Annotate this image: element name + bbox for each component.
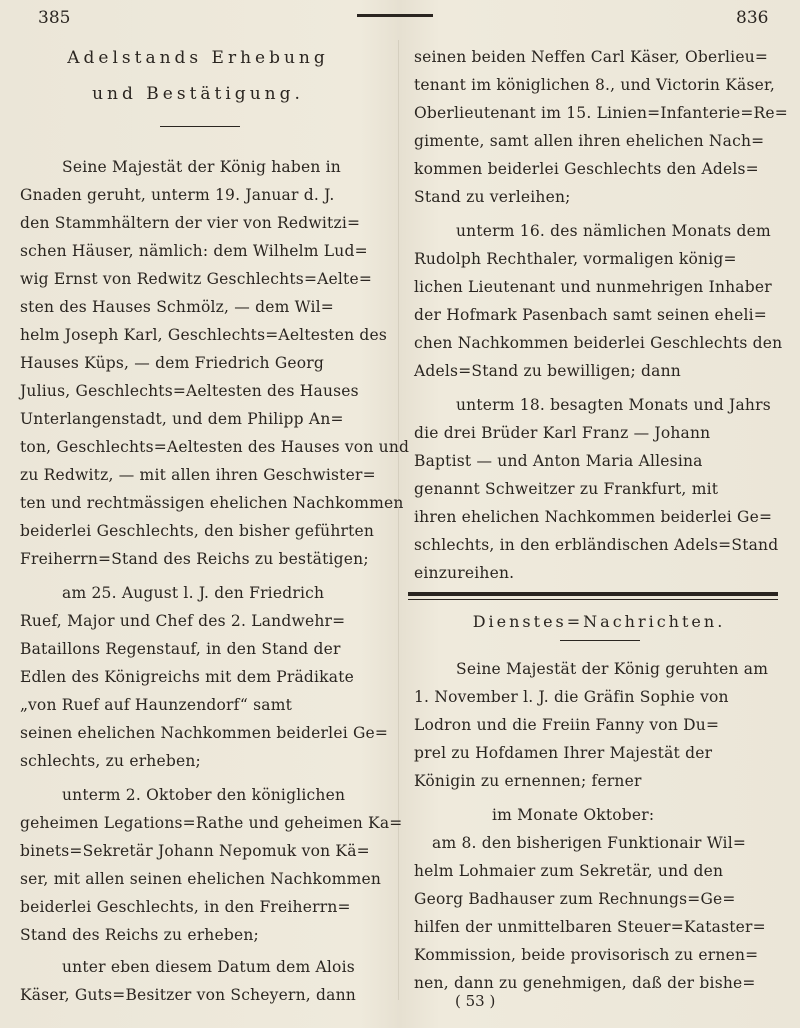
text-line: Stand des Reichs zu erheben; bbox=[20, 926, 259, 944]
text-line: binets=Sekretär Johann Nepomuk von Kä= bbox=[20, 842, 370, 860]
page-number-left: 385 bbox=[38, 8, 71, 28]
text-line: Julius, Geschlechts=Aeltesten des Hauses bbox=[20, 382, 359, 400]
page-number-right: 836 bbox=[736, 8, 769, 28]
text-line: unter eben diesem Datum dem Alois bbox=[62, 958, 355, 976]
text-line: Seine Majestät der König haben in bbox=[62, 158, 341, 176]
text-line: wig Ernst von Redwitz Geschlechts=Aelte= bbox=[20, 270, 373, 288]
text-line: Edlen des Königreichs mit dem Prädikate bbox=[20, 668, 355, 686]
text-line: Bataillons Regenstauf, in den Stand der bbox=[20, 640, 341, 658]
text-line: am 25. August l. J. den Friedrich bbox=[62, 584, 325, 602]
heading-rule bbox=[160, 126, 240, 127]
text-line: helm Joseph Karl, Geschlechts=Aeltesten des bbox=[20, 326, 388, 344]
text-line: zu Redwitz, — mit allen ihren Geschwister= bbox=[20, 466, 376, 484]
text-line: Königin zu ernennen; ferner bbox=[414, 772, 642, 790]
text-line: helm Lohmaier zum Sekretär, und den bbox=[414, 862, 724, 880]
text-line: genannt Schweitzer zu Frankfurt, mit bbox=[414, 480, 719, 498]
text-line: Adels=Stand zu bewilligen; dann bbox=[414, 362, 681, 380]
text-line: schen Häuser, nämlich: dem Wilhelm Lud= bbox=[20, 242, 368, 260]
text-line: chen Nachkommen beiderlei Geschlechts den bbox=[414, 334, 783, 352]
text-line: Rudolph Rechthaler, vormaligen könig= bbox=[414, 250, 737, 268]
text-line: tenant im königlichen 8., und Victorin Käser, bbox=[414, 76, 776, 94]
text-line: seinen beiden Neffen Carl Käser, Oberlieu= bbox=[414, 48, 769, 66]
section-heading-line: Adelstands Erhebung bbox=[67, 48, 329, 68]
text-line: „von Ruef auf Haunzendorf“ samt bbox=[20, 696, 293, 714]
text-line: ten und rechtmässigen ehelichen Nachkommen bbox=[20, 494, 404, 512]
text-line: lichen Lieutenant und nunmehrigen Inhaber bbox=[414, 278, 772, 296]
section-heading-line: und Bestätigung. bbox=[92, 84, 304, 104]
text-line: Ruef, Major und Chef des 2. Landwehr= bbox=[20, 612, 346, 630]
section-heading: Dienstes=Nachrichten. bbox=[472, 612, 726, 631]
sheet-signature: ( 53 ) bbox=[455, 992, 496, 1010]
text-line: nen, dann zu genehmigen, daß der bishe= bbox=[414, 974, 756, 992]
text-line: beiderlei Geschlechts, in den Freiherrn= bbox=[20, 898, 351, 916]
text-line: ser, mit allen seinen ehelichen Nachkommen bbox=[20, 870, 382, 888]
text-line: Seine Majestät der König geruhten am bbox=[456, 660, 769, 678]
text-line: Hauses Küps, — dem Friedrich Georg bbox=[20, 354, 325, 372]
text-line: 1. November l. J. die Gräfin Sophie von bbox=[414, 688, 729, 706]
text-line: schlechts, in den erbländischen Adels=Stand bbox=[414, 536, 779, 554]
text-line: geheimen Legations=Rathe und geheimen Ka= bbox=[20, 814, 403, 832]
text-line: seinen ehelichen Nachkommen beiderlei Ge= bbox=[20, 724, 389, 742]
text-line: beiderlei Geschlechts, den bisher geführten bbox=[20, 522, 375, 540]
text-line: Gnaden geruht, unterm 19. Januar d. J. bbox=[20, 186, 335, 204]
text-line: Georg Badhauser zum Rechnungs=Ge= bbox=[414, 890, 736, 908]
text-line: Freiherrn=Stand des Reichs zu bestätigen; bbox=[20, 550, 369, 568]
text-line: Lodron und die Freiin Fanny von Du= bbox=[414, 716, 720, 734]
text-line: sten des Hauses Schmölz, — dem Wil= bbox=[20, 298, 334, 316]
text-line: Kommission, beide provisorisch zu ernen= bbox=[414, 946, 759, 964]
text-line: unterm 18. besagten Monats und Jahrs bbox=[456, 396, 771, 414]
text-line: Oberlieutenant im 15. Linien=Infanterie=Re= bbox=[414, 104, 788, 122]
text-line: gimente, samt allen ihren ehelichen Nach= bbox=[414, 132, 765, 150]
text-line: kommen beiderlei Geschlechts den Adels= bbox=[414, 160, 759, 178]
text-line: schlechts, zu erheben; bbox=[20, 752, 201, 770]
text-line: Stand zu verleihen; bbox=[414, 188, 571, 206]
text-line: den Stammhältern der vier von Redwitzi= bbox=[20, 214, 361, 232]
text-line: Käser, Guts=Besitzer von Scheyern, dann bbox=[20, 986, 356, 1004]
text-line: einzureihen. bbox=[414, 564, 515, 582]
text-line: unterm 16. des nämlichen Monats dem bbox=[456, 222, 771, 240]
heading-rule bbox=[560, 640, 640, 641]
text-line: am 8. den bisherigen Funktionair Wil= bbox=[432, 834, 747, 852]
text-line: Unterlangenstadt, und dem Philipp An= bbox=[20, 410, 344, 428]
text-line: unterm 2. Oktober den königlichen bbox=[62, 786, 346, 804]
text-line: Baptist — und Anton Maria Allesina bbox=[414, 452, 703, 470]
text-line: ton, Geschlechts=Aeltesten des Hauses von und bbox=[20, 438, 410, 456]
text-line: prel zu Hofdamen Ihrer Majestät der bbox=[414, 744, 713, 762]
text-line: ihren ehelichen Nachkommen beiderlei Ge= bbox=[414, 508, 773, 526]
text-line: die drei Brüder Karl Franz — Johann bbox=[414, 424, 711, 442]
right-column-lower bbox=[400, 0, 800, 1028]
text-line: im Monate Oktober: bbox=[492, 806, 655, 824]
text-line: der Hofmark Pasenbach samt seinen eheli= bbox=[414, 306, 767, 324]
text-line: hilfen der unmittelbaren Steuer=Kataster= bbox=[414, 918, 766, 936]
